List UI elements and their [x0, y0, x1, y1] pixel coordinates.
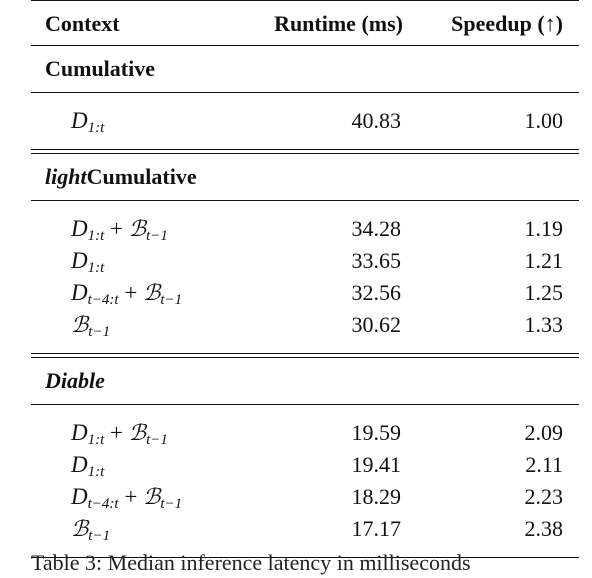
runtime-cell: 33.65	[351, 248, 401, 273]
runtime-cell: 34.28	[351, 216, 401, 241]
table-row	[31, 513, 579, 545]
speedup-cell: 2.09	[524, 420, 563, 445]
section-title	[31, 46, 579, 92]
context-subscript: t−1	[160, 292, 183, 308]
context-subscript: t−1	[88, 528, 111, 544]
section-title-text	[45, 46, 155, 92]
section-spacer	[31, 137, 579, 149]
context-cell	[71, 449, 104, 481]
section-title	[31, 154, 579, 200]
context-subscript: t−1	[146, 228, 168, 244]
runtime-cell: 40.83	[351, 108, 401, 133]
speedup-cell: 1.21	[524, 248, 563, 273]
section-spacer	[31, 341, 579, 353]
context-symbol: D	[71, 108, 88, 133]
context-subscript: 1:t	[87, 432, 105, 448]
context-subscript: 1:t	[87, 464, 105, 480]
speedup-cell: 1.25	[524, 280, 563, 305]
table-caption: Table 3: Median inference latency in milliseconds	[31, 550, 471, 575]
context-symbol: ℬ	[128, 217, 147, 242]
context-cell	[71, 309, 110, 342]
section-title	[31, 358, 579, 404]
context-symbol: ℬ	[143, 485, 161, 510]
table-header	[31, 1, 579, 45]
table-row	[31, 105, 579, 137]
runtime-cell: 32.56	[351, 280, 401, 305]
context-subscript: t−4:t	[87, 496, 119, 512]
speedup-cell: 2.38	[524, 516, 563, 541]
context-symbol: D	[71, 248, 88, 273]
runtime-cell: 19.41	[351, 452, 401, 477]
context-symbol: D	[71, 484, 88, 509]
context-symbol: ℬ	[71, 517, 89, 542]
context-symbol: D	[71, 280, 88, 305]
section-spacer	[31, 405, 579, 417]
table-body	[31, 46, 579, 558]
context-symbol: ℬ	[71, 313, 89, 338]
runtime-cell: 18.29	[351, 484, 401, 509]
header-speedup: Speedup (↑)	[451, 11, 563, 36]
section-spacer	[31, 93, 579, 105]
context-cell	[71, 417, 168, 450]
context-symbol: D	[71, 216, 88, 241]
section-title-text	[45, 154, 197, 200]
table-row	[31, 277, 579, 309]
context-cell	[71, 105, 104, 137]
section-title-italic: Diable	[45, 368, 105, 393]
section-title-bold: Cumulative	[45, 56, 155, 81]
speedup-cell: 2.23	[524, 484, 563, 509]
table-row	[31, 245, 579, 277]
speedup-cell: 2.11	[525, 452, 563, 477]
context-subscript: 1:t	[87, 228, 105, 244]
context-cell	[71, 481, 182, 514]
context-operator: +	[118, 280, 144, 305]
context-symbol: ℬ	[128, 421, 147, 446]
runtime-cell: 17.17	[351, 516, 401, 541]
table-row	[31, 481, 579, 513]
runtime-cell: 19.59	[351, 420, 401, 445]
context-operator: +	[104, 420, 129, 445]
table-row	[31, 449, 579, 481]
speedup-cell: 1.19	[524, 216, 563, 241]
section-title-bold: Cumulative	[86, 164, 197, 189]
section-spacer	[31, 201, 579, 213]
results-table	[31, 0, 579, 558]
header-context: Context	[45, 11, 120, 36]
table-row	[31, 417, 579, 449]
context-cell	[71, 513, 110, 546]
context-subscript: t−1	[160, 496, 183, 512]
context-subscript: 1:t	[87, 260, 105, 276]
context-cell	[71, 213, 168, 246]
header-runtime: Runtime (ms)	[274, 11, 403, 36]
context-subscript: 1:t	[87, 120, 105, 136]
table-row	[31, 309, 579, 341]
section-title-italic: light	[45, 164, 87, 189]
context-cell	[71, 277, 182, 310]
context-subscript: t−4:t	[87, 292, 119, 308]
context-symbol: ℬ	[143, 281, 161, 306]
context-symbol: D	[71, 452, 88, 477]
context-cell	[71, 245, 104, 277]
context-operator: +	[104, 216, 129, 241]
section-title-text	[45, 358, 105, 404]
runtime-cell: 30.62	[351, 312, 401, 337]
context-subscript: t−1	[146, 432, 168, 448]
context-subscript: t−1	[88, 324, 111, 340]
table-row	[31, 213, 579, 245]
speedup-cell: 1.00	[524, 108, 563, 133]
speedup-cell: 1.33	[524, 312, 563, 337]
context-symbol: D	[71, 420, 88, 445]
context-operator: +	[118, 484, 144, 509]
